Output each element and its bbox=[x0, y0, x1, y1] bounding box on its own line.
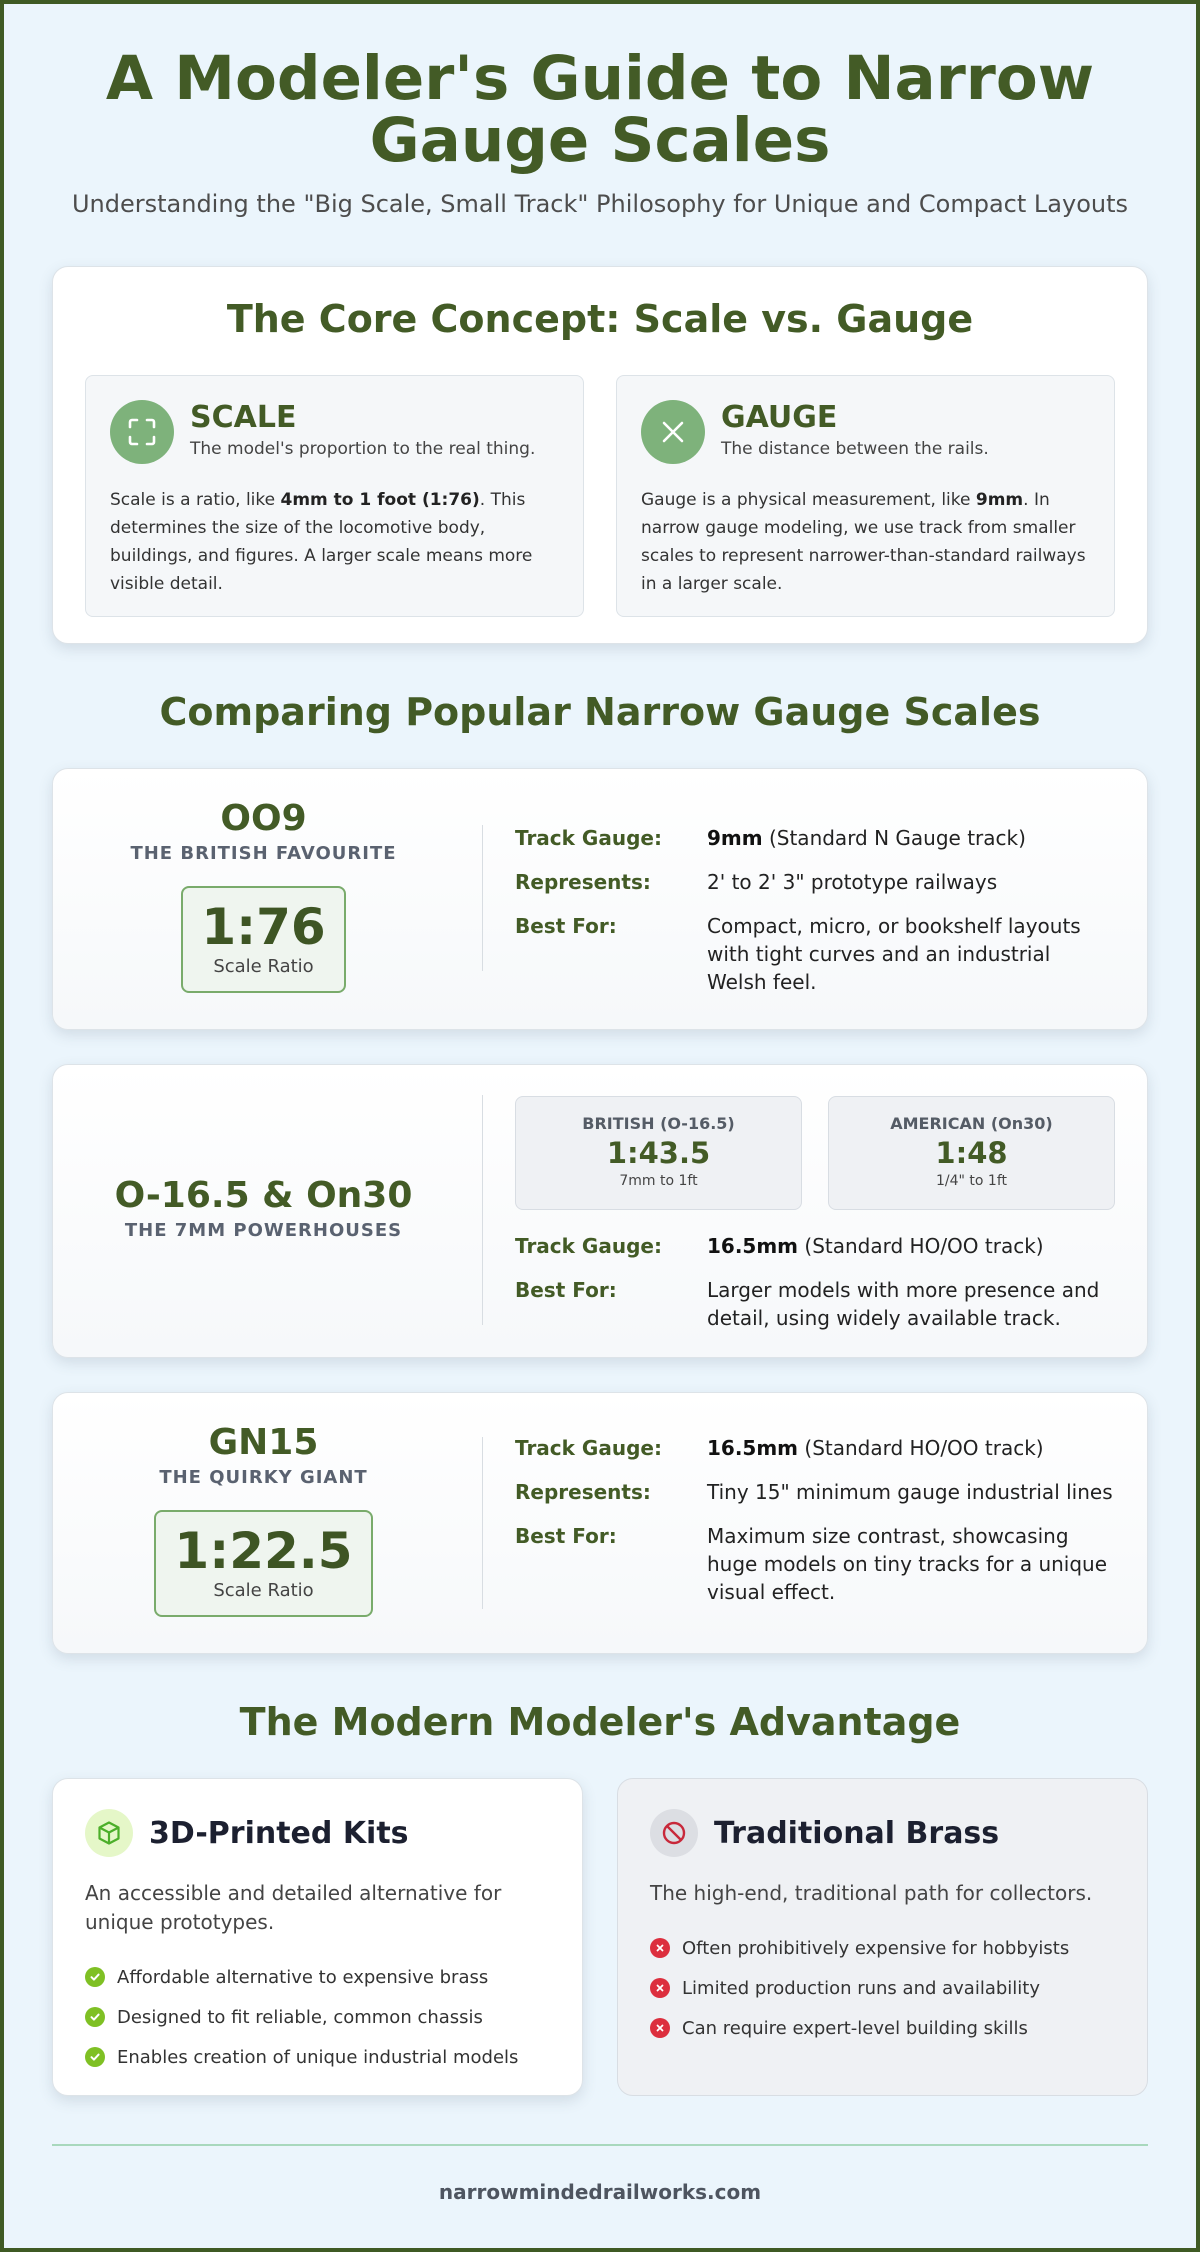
check-icon bbox=[85, 2047, 105, 2067]
gn15-represents-row bbox=[515, 1478, 1115, 1506]
scale-body-text: Scale is a ratio, like bbox=[110, 490, 281, 510]
list-item bbox=[650, 1928, 1115, 1968]
scale-body-text-end: . This determines the size of the locomotive body, buildings, and figures. A larger scale means more visible detail. bbox=[110, 490, 533, 594]
list-item-text: Often prohibitively expensive for hobbyists bbox=[682, 1937, 1070, 1959]
american-ratio-value: 1:48 bbox=[935, 1136, 1008, 1170]
expand-corners-icon bbox=[110, 400, 174, 464]
gauge-concept-heading bbox=[721, 400, 989, 459]
american-ratio-caption: 1/4" to 1ft bbox=[935, 1173, 1007, 1189]
gn15-subtitle: THE QUIRKY GIANT bbox=[159, 1467, 368, 1488]
gauge-concept-box bbox=[616, 375, 1115, 617]
oo9-summary bbox=[85, 769, 482, 1029]
gauge-concept-header bbox=[641, 400, 1090, 464]
cross-icon bbox=[641, 400, 705, 464]
oo9-specs bbox=[483, 769, 1115, 1029]
gn15-specs bbox=[483, 1393, 1115, 1653]
gn15-name: GN15 bbox=[208, 1422, 319, 1463]
gn15-track-value bbox=[707, 1434, 1115, 1462]
gn15-track-gauge: 16.5mm bbox=[707, 1436, 799, 1460]
printed-kits-header bbox=[85, 1809, 550, 1857]
gauge-body-emphasis: 9mm bbox=[975, 490, 1024, 510]
british-ratio-value: 1:43.5 bbox=[606, 1136, 711, 1170]
british-ratio-box bbox=[515, 1096, 802, 1210]
oo9-card bbox=[52, 768, 1148, 1030]
o165-track-row bbox=[515, 1232, 1115, 1260]
list-item-text: Designed to fit reliable, common chassis bbox=[117, 2006, 483, 2028]
oo9-track-row bbox=[515, 824, 1115, 852]
printed-kits-title: 3D-Printed Kits bbox=[149, 1815, 409, 1851]
scale-concept-box bbox=[85, 375, 584, 617]
gauge-body-text: Gauge is a physical measurement, like bbox=[641, 490, 976, 510]
traditional-brass-card bbox=[617, 1778, 1148, 2096]
o165-track-label: Track Gauge: bbox=[515, 1234, 662, 1258]
footer-divider bbox=[52, 2144, 1148, 2146]
traditional-brass-list bbox=[650, 1928, 1115, 2048]
gauge-concept-body bbox=[641, 486, 1090, 598]
gn15-summary bbox=[85, 1393, 482, 1653]
check-icon bbox=[85, 1967, 105, 1987]
check-icon bbox=[85, 2007, 105, 2027]
british-ratio-label: BRITISH (O-16.5) bbox=[582, 1114, 735, 1133]
gn15-ratio-box bbox=[154, 1510, 372, 1617]
compare-section-title: Comparing Popular Narrow Gauge Scales bbox=[159, 690, 1041, 734]
traditional-brass-title: Traditional Brass bbox=[714, 1815, 1000, 1851]
o165-track-note: (Standard HO/OO track) bbox=[798, 1234, 1044, 1258]
page-subtitle: Understanding the "Big Scale, Small Track" Philosophy for Unique and Compact Layouts bbox=[71, 190, 1129, 218]
oo9-ratio-caption: Scale Ratio bbox=[213, 956, 314, 977]
scale-body-emphasis: 4mm to 1 foot (1:76) bbox=[280, 490, 480, 510]
o165-name: O-16.5 & On30 bbox=[114, 1174, 413, 1216]
footer-site: narrowmindedrailworks.com bbox=[438, 2180, 762, 2204]
british-ratio-caption: 7mm to 1ft bbox=[619, 1173, 698, 1189]
o165-subtitle: THE 7MM POWERHOUSES bbox=[124, 1219, 403, 1241]
gn15-ratio: 1:22.5 bbox=[174, 1522, 353, 1580]
o165-best-row bbox=[515, 1276, 1115, 1332]
o165-track-gauge: 16.5mm bbox=[707, 1234, 799, 1258]
oo9-best-row bbox=[515, 912, 1115, 996]
oo9-track-note: (Standard N Gauge track) bbox=[762, 826, 1026, 850]
list-item bbox=[650, 1968, 1115, 2008]
list-item bbox=[85, 1997, 550, 2037]
printed-kits-description: An accessible and detailed alternative for unique prototypes. bbox=[85, 1881, 502, 1934]
o165-track-value bbox=[707, 1232, 1115, 1260]
gn15-track-note: (Standard HO/OO track) bbox=[798, 1436, 1044, 1460]
list-item-text: Limited production runs and availability bbox=[682, 1977, 1041, 1999]
o165-summary bbox=[85, 1065, 482, 1357]
gn15-best-row bbox=[515, 1522, 1115, 1606]
page-title: A Modeler's Guide to Narrow Gauge Scales bbox=[105, 43, 1095, 176]
gn15-ratio-caption: Scale Ratio bbox=[213, 1580, 314, 1601]
o165-best-label: Best For: bbox=[515, 1278, 617, 1302]
oo9-ratio: 1:76 bbox=[201, 898, 326, 956]
gn15-represents-label: Represents: bbox=[515, 1480, 651, 1504]
o165-best-value: Larger models with more presence and detail, using widely available track. bbox=[707, 1278, 1100, 1330]
oo9-represents-row bbox=[515, 868, 1115, 896]
prohibited-icon bbox=[650, 1809, 698, 1857]
scale-concept-header bbox=[110, 400, 559, 464]
x-icon bbox=[650, 1938, 670, 1958]
printed-kits-card bbox=[52, 1778, 583, 2096]
traditional-brass-description: The high-end, traditional path for collectors. bbox=[650, 1881, 1093, 1905]
gn15-track-label: Track Gauge: bbox=[515, 1436, 662, 1460]
oo9-name: OO9 bbox=[220, 798, 307, 839]
american-ratio-label: AMERICAN (On30) bbox=[890, 1114, 1053, 1133]
list-item-text: Can require expert-level building skills bbox=[682, 2017, 1028, 2039]
list-item bbox=[85, 2037, 550, 2077]
gauge-body-text-end: . In narrow gauge modeling, we use track from smaller scales to represent narrower-than-standard railways in a larger scale. bbox=[641, 490, 1086, 594]
advantage-row bbox=[52, 1778, 1148, 2096]
gn15-track-row bbox=[515, 1434, 1115, 1462]
oo9-represents-label: Represents: bbox=[515, 870, 651, 894]
oo9-subtitle: THE BRITISH FAVOURITE bbox=[130, 843, 397, 864]
page bbox=[52, 0, 1148, 2204]
oo9-represents-value: 2' to 2' 3" prototype railways bbox=[707, 870, 998, 894]
gauge-concept-name: GAUGE bbox=[721, 400, 838, 435]
scale-concept-tagline: The model's proportion to the real thing. bbox=[190, 439, 536, 459]
oo9-track-label: Track Gauge: bbox=[515, 826, 662, 850]
scale-concept-heading bbox=[190, 400, 535, 459]
traditional-brass-header bbox=[650, 1809, 1115, 1857]
list-item-text: Enables creation of unique industrial models bbox=[117, 2046, 519, 2068]
o165-on30-card bbox=[52, 1064, 1148, 1358]
gn15-best-value: Maximum size contrast, showcasing huge models on tiny tracks for a unique visual effect. bbox=[707, 1524, 1108, 1604]
o165-specs bbox=[483, 1065, 1115, 1357]
oo9-track-value bbox=[707, 824, 1115, 852]
advantage-section-title: The Modern Modeler's Advantage bbox=[239, 1700, 961, 1744]
oo9-best-label: Best For: bbox=[515, 914, 617, 938]
printed-kits-list bbox=[85, 1957, 550, 2077]
oo9-best-value: Compact, micro, or bookshelf layouts with tight curves and an industrial Welsh feel. bbox=[707, 914, 1081, 994]
scale-concept-name: SCALE bbox=[190, 400, 297, 435]
scale-concept-body bbox=[110, 486, 559, 598]
core-concept-title: The Core Concept: Scale vs. Gauge bbox=[226, 297, 974, 341]
core-concept-row bbox=[85, 375, 1115, 617]
american-ratio-box bbox=[828, 1096, 1115, 1210]
gn15-best-label: Best For: bbox=[515, 1524, 617, 1548]
core-concept-card bbox=[52, 266, 1148, 644]
x-icon bbox=[650, 1978, 670, 1998]
list-item bbox=[650, 2008, 1115, 2048]
oo9-ratio-box bbox=[181, 886, 345, 993]
list-item-text: Affordable alternative to expensive brass bbox=[117, 1966, 489, 1988]
x-icon bbox=[650, 2018, 670, 2038]
gn15-card bbox=[52, 1392, 1148, 1654]
o165-ratio-row bbox=[515, 1096, 1115, 1210]
oo9-track-gauge: 9mm bbox=[707, 826, 763, 850]
cube-icon bbox=[85, 1809, 133, 1857]
gn15-represents-value: Tiny 15" minimum gauge industrial lines bbox=[707, 1480, 1113, 1504]
gauge-concept-tagline: The distance between the rails. bbox=[721, 439, 989, 459]
list-item bbox=[85, 1957, 550, 1997]
